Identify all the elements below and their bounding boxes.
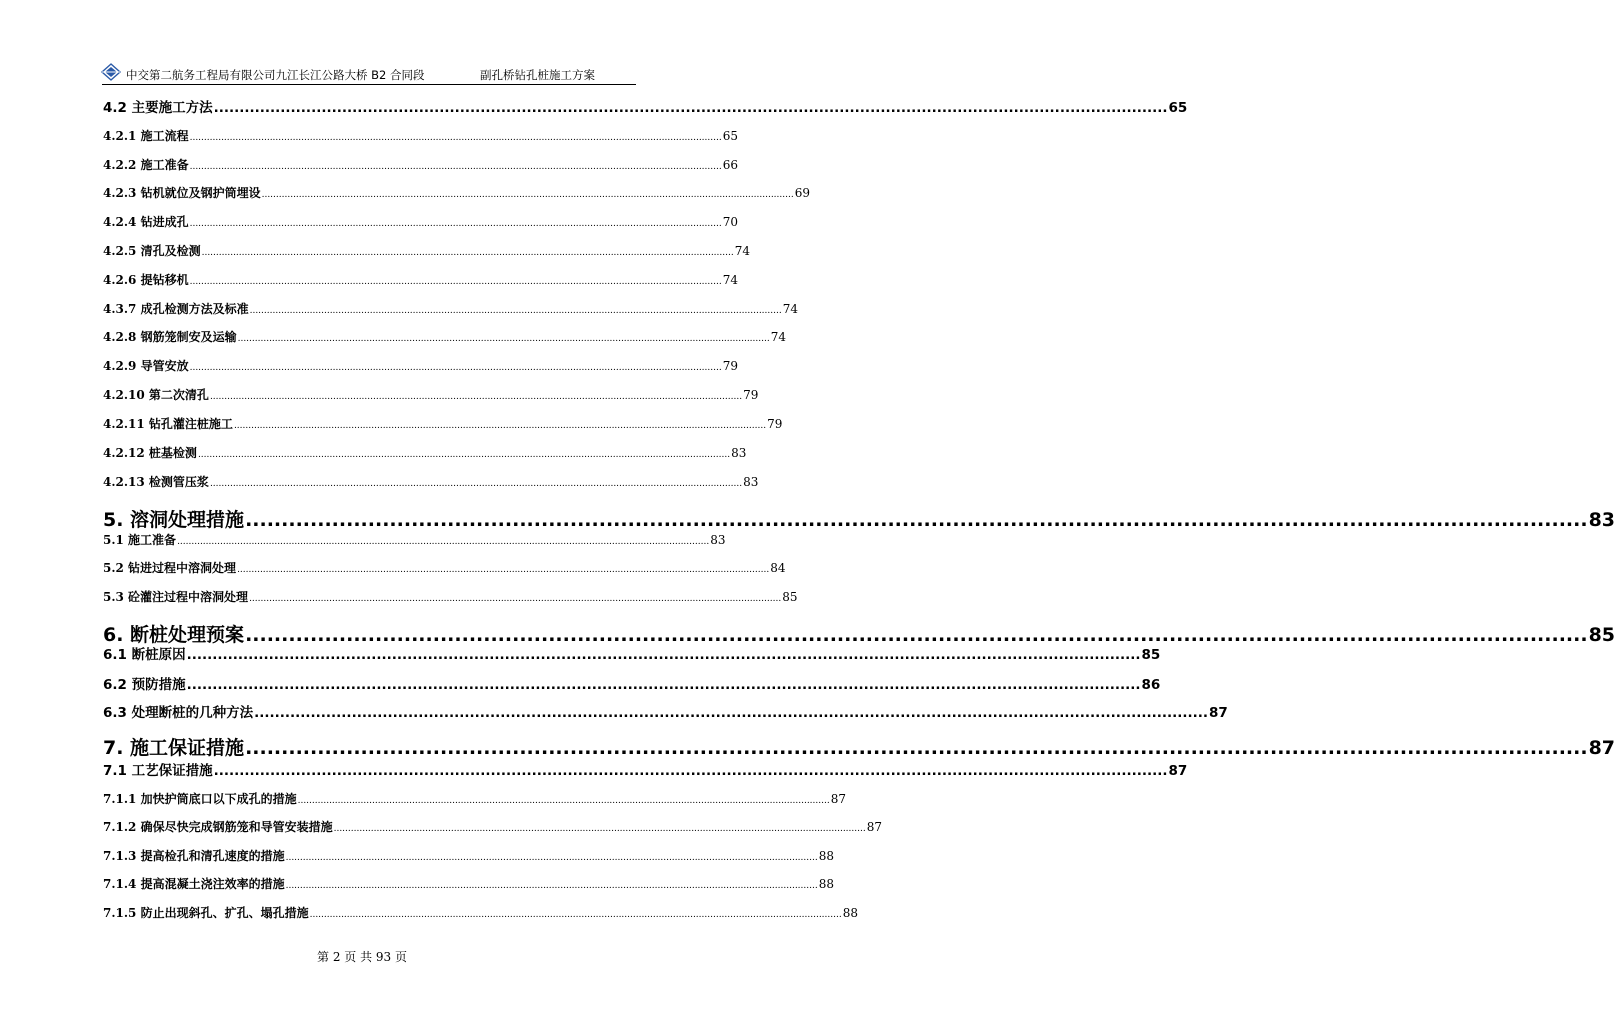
toc-entry[interactable] [103, 386, 759, 403]
toc-entry[interactable] [103, 96, 1188, 116]
toc-entry-page: 79 [743, 388, 759, 402]
toc-leader-dots: .......................................................................................................................................................................................... [201, 248, 734, 258]
toc-leader-dots: .......................................................................................................................................................................................... [245, 509, 1588, 531]
toc-entry[interactable] [103, 847, 834, 864]
toc-leader-dots: .......................................................................................................................................................................................... [233, 421, 767, 431]
toc-leader-dots: .......................................................................................................................................................................................... [254, 705, 1209, 721]
toc-entry-label: 6.1 断桩原因 [103, 647, 186, 663]
toc-entry[interactable] [103, 473, 759, 490]
toc-entry[interactable] [103, 415, 783, 432]
toc-leader-dots: .......................................................................................................................................................................................... [189, 162, 722, 172]
toc-leader-dots: .......................................................................................................................................................................................... [189, 219, 722, 229]
toc-entry-page: 83 [743, 475, 759, 489]
toc-leader-dots: .......................................................................................................................................................................................... [249, 594, 782, 604]
toc-entry[interactable] [103, 559, 786, 576]
toc-entry-label: 4.2.12 桩基检测 [103, 446, 197, 460]
toc-leader-dots: .......................................................................................................................................................................................... [297, 796, 830, 806]
toc-entry-page: 83 [1588, 509, 1615, 531]
header-document-title: 副孔桥钻孔桩施工方案 [480, 68, 595, 82]
toc-entry[interactable] [103, 127, 738, 144]
toc-entry[interactable] [103, 875, 834, 892]
toc-entry[interactable] [103, 242, 750, 259]
toc-leader-dots: .......................................................................................................................................................................................... [177, 537, 710, 547]
toc-entry-page: 69 [794, 186, 810, 200]
toc-leader-dots: .......................................................................................................................................................................................... [285, 881, 818, 891]
toc-entry-label: 4.2.11 钻孔灌注桩施工 [103, 417, 233, 431]
toc-entry[interactable] [103, 328, 786, 345]
toc-entry-page: 83 [731, 446, 747, 460]
toc-entry-page: 85 [1141, 647, 1161, 663]
toc-entry-label: 6.3 处理断桩的几种方法 [103, 705, 254, 721]
toc-leader-dots: .......................................................................................................................................................................................... [285, 853, 818, 863]
toc-entry-page: 86 [1141, 677, 1161, 693]
toc-entry-page: 87 [830, 792, 846, 806]
toc-entry-label: 4.2.2 施工准备 [103, 158, 189, 172]
page-number-footer: 第 2 页 共 93 页 [317, 950, 407, 964]
toc-entry-page: 74 [722, 273, 738, 287]
toc-leader-dots: .......................................................................................................................................................................................... [213, 763, 1168, 779]
toc-entry-label: 7.1.1 加快护筒底口以下成孔的措施 [103, 792, 297, 806]
toc-entry-label: 4.2.5 清孔及检测 [103, 244, 201, 258]
toc-entry-page: 87 [1209, 705, 1228, 721]
toc-entry-label: 6. 断桩处理预案 [103, 624, 245, 646]
toc-leader-dots: .......................................................................................................................................................................................... [245, 624, 1588, 646]
toc-entry-page: 74 [770, 330, 786, 344]
toc-entry[interactable] [103, 588, 798, 605]
toc-entry-page: 88 [842, 906, 858, 920]
toc-entry[interactable] [103, 213, 738, 230]
toc-entry[interactable] [103, 300, 798, 317]
toc-entry-label: 4.2.8 钢筋笼制安及运输 [103, 330, 237, 344]
toc-entry-page: 74 [782, 302, 798, 316]
toc-leader-dots: .......................................................................................................................................................................................... [237, 565, 770, 575]
toc-entry-page: 79 [767, 417, 783, 431]
toc-entry-label: 5.2 钻进过程中溶洞处理 [103, 561, 237, 575]
toc-leader-dots: .......................................................................................................................................................................................... [186, 647, 1141, 663]
toc-entry[interactable] [103, 818, 882, 835]
toc-leader-dots: .......................................................................................................................................................................................... [309, 910, 842, 920]
toc-entry-page: 87 [866, 820, 882, 834]
toc-entry[interactable] [103, 271, 738, 288]
toc-leader-dots: .......................................................................................................................................................................................... [333, 824, 866, 834]
toc-leader-dots: .......................................................................................................................................................................................... [209, 479, 743, 489]
toc-leader-dots: .......................................................................................................................................................................................... [261, 190, 794, 200]
toc-entry[interactable] [103, 156, 738, 173]
toc-entry-label: 4.2 主要施工方法 [103, 100, 213, 116]
toc-entry-label: 5.1 施工准备 [103, 533, 177, 547]
toc-entry-label: 4.3.7 成孔检测方法及标准 [103, 302, 249, 316]
toc-entry[interactable] [103, 444, 747, 461]
toc-entry-page: 70 [722, 215, 738, 229]
toc-leader-dots: .......................................................................................................................................................................................... [189, 277, 722, 287]
toc-entry[interactable] [103, 701, 1228, 721]
toc-entry[interactable] [103, 790, 846, 807]
company-logo-icon [102, 64, 120, 80]
toc-entry-label: 4.2.3 钻机就位及钢护筒埋设 [103, 186, 261, 200]
toc-leader-dots: .......................................................................................................................................................................................... [213, 100, 1168, 116]
toc-entry-page: 65 [722, 129, 738, 143]
toc-leader-dots: .......................................................................................................................................................................................... [249, 306, 782, 316]
toc-entry-label: 7. 施工保证措施 [103, 737, 245, 759]
toc-entry[interactable] [103, 531, 726, 548]
toc-leader-dots: .......................................................................................................................................................................................... [237, 334, 770, 344]
toc-entry-page: 88 [818, 849, 834, 863]
toc-leader-dots: .......................................................................................................................................................................................... [209, 392, 743, 402]
toc-entry-page: 65 [1168, 100, 1188, 116]
toc-leader-dots: .......................................................................................................................................................................................... [245, 737, 1588, 759]
toc-entry-page: 85 [1588, 624, 1615, 646]
toc-entry[interactable] [103, 673, 1161, 693]
toc-entry-label: 7.1.4 提高混凝土浇注效率的措施 [103, 877, 285, 891]
toc-entry[interactable] [103, 643, 1161, 663]
toc-entry-label: 7.1 工艺保证措施 [103, 763, 213, 779]
toc-entry-page: 66 [722, 158, 738, 172]
toc-entry-label: 5.3 砼灌注过程中溶洞处理 [103, 590, 249, 604]
toc-entry-label: 7.1.3 提高检孔和清孔速度的措施 [103, 849, 285, 863]
toc-entry-page: 74 [734, 244, 750, 258]
page-header [102, 62, 636, 85]
toc-entry-label: 5. 溶洞处理措施 [103, 509, 245, 531]
toc-entry[interactable] [103, 733, 1615, 760]
toc-entry-label: 7.1.2 确保尽快完成钢筋笼和导管安装措施 [103, 820, 333, 834]
toc-entry-label: 6.2 预防措施 [103, 677, 186, 693]
header-company-text: 中交第二航务工程局有限公司九江长江公路大桥 B2 合同段 [126, 68, 425, 82]
toc-entry-page: 88 [818, 877, 834, 891]
toc-entry-label: 4.2.4 钻进成孔 [103, 215, 189, 229]
toc-entry-label: 4.2.1 施工流程 [103, 129, 189, 143]
toc-entry-page: 85 [782, 590, 798, 604]
toc-entry-label: 4.2.10 第二次清孔 [103, 388, 209, 402]
toc-entry[interactable] [103, 357, 738, 374]
toc-entry-label: 4.2.9 导管安放 [103, 359, 189, 373]
toc-entry-page: 79 [722, 359, 738, 373]
toc-entry[interactable] [103, 904, 858, 921]
toc-entry-label: 4.2.6 提钻移机 [103, 273, 189, 287]
toc-entry-page: 83 [710, 533, 726, 547]
toc-entry[interactable] [103, 184, 810, 201]
toc-entry-label: 7.1.5 防止出现斜孔、扩孔、塌孔措施 [103, 906, 309, 920]
toc-entry-page: 84 [770, 561, 786, 575]
toc-leader-dots: .......................................................................................................................................................................................... [189, 133, 722, 143]
toc-entry-label: 4.2.13 检测管压浆 [103, 475, 209, 489]
toc-leader-dots: .......................................................................................................................................................................................... [189, 363, 722, 373]
toc-entry-page: 87 [1588, 737, 1615, 759]
toc-leader-dots: .......................................................................................................................................................................................... [186, 677, 1141, 693]
toc-entry[interactable] [103, 505, 1615, 532]
toc-entry-page: 87 [1168, 763, 1188, 779]
toc-entry[interactable] [103, 759, 1188, 779]
toc-leader-dots: .......................................................................................................................................................................................... [197, 450, 731, 460]
